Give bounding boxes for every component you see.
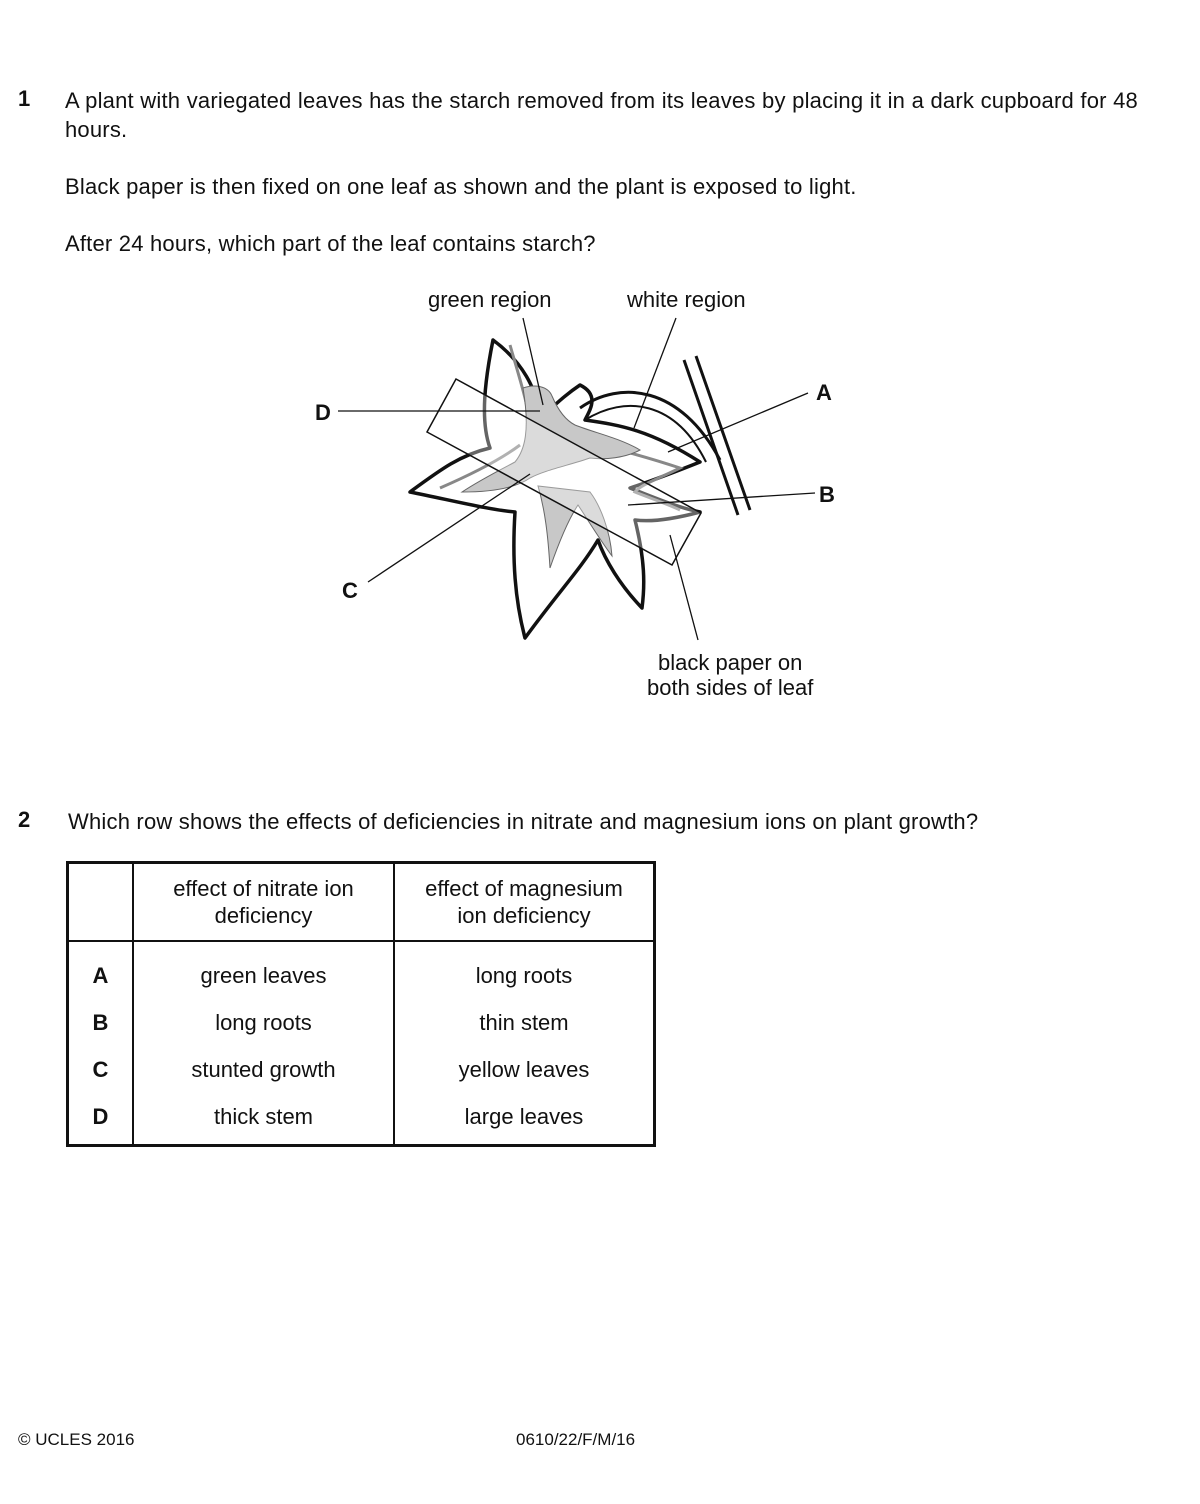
header-nitrate-line1: effect of nitrate ion [173, 876, 354, 901]
question-1-prompt: After 24 hours, which part of the leaf contains starch? [65, 231, 596, 256]
paper-code: 0610/22/F/M/16 [516, 1430, 636, 1449]
label-white-region: white region [627, 287, 746, 312]
label-option-C: C [342, 578, 358, 603]
leaf-stalk-inner [585, 406, 706, 462]
header-empty-cell [68, 863, 134, 942]
row-nitrate-cell: thick stem [133, 1093, 394, 1146]
leaf-stalk [580, 392, 720, 460]
row-nitrate-cell: green leaves [133, 941, 394, 999]
header-magnesium-line2: ion deficiency [457, 903, 591, 928]
leader-green [523, 318, 543, 405]
options-table [66, 861, 656, 1147]
stem-line-2 [696, 356, 750, 510]
leaf-outline [410, 340, 700, 638]
question-2-number: 2 [18, 807, 31, 832]
label-black-paper-line2: both sides of leaf [647, 675, 814, 700]
leader-B [628, 493, 815, 505]
row-option-label: D [68, 1093, 134, 1146]
question-1-instruction: Black paper is then fixed on one leaf as shown and the plant is exposed to light. [65, 174, 857, 199]
label-green-region: green region [428, 287, 552, 312]
stem-line-1 [684, 360, 738, 515]
question-2-text: Which row shows the effects of deficiencies in nitrate and magnesium ions on plant growth? [68, 809, 979, 834]
label-black-paper-line1: black paper on [658, 650, 803, 675]
header-magnesium-line1: effect of magnesium [425, 876, 623, 901]
header-magnesium [394, 863, 655, 942]
row-magnesium-cell: yellow leaves [394, 1046, 655, 1093]
row-option-label: C [68, 1046, 134, 1093]
question-1-number: 1 [18, 86, 31, 111]
header-nitrate [133, 863, 394, 942]
row-magnesium-cell: thin stem [394, 999, 655, 1046]
leader-black-paper [670, 535, 698, 640]
row-nitrate-cell: stunted growth [133, 1046, 394, 1093]
row-magnesium-cell: long roots [394, 941, 655, 999]
green-region-lower [538, 486, 612, 568]
row-magnesium-cell: large leaves [394, 1093, 655, 1146]
white-region-boundary [440, 345, 680, 510]
leader-C [368, 474, 530, 582]
table-header-row [68, 863, 655, 942]
table-row [68, 1046, 655, 1093]
leader-A [668, 393, 808, 452]
header-nitrate-line2: deficiency [214, 903, 313, 928]
row-nitrate-cell: long roots [133, 999, 394, 1046]
black-paper-strip [427, 379, 701, 565]
row-option-label: A [68, 941, 134, 999]
label-option-A: A [816, 380, 832, 405]
copyright-notice: © UCLES 2016 [18, 1430, 135, 1449]
question-1-text: A plant with variegated leaves has the starch removed from its leaves by placing it in a dark cupboard for 48 hours. [65, 88, 1138, 142]
table-row [68, 941, 655, 999]
label-option-D: D [315, 400, 331, 425]
table-row [68, 999, 655, 1046]
green-region-shading [462, 386, 640, 492]
row-option-label: B [68, 999, 134, 1046]
leader-white [634, 318, 676, 428]
table-row [68, 1093, 655, 1146]
label-option-B: B [819, 482, 835, 507]
